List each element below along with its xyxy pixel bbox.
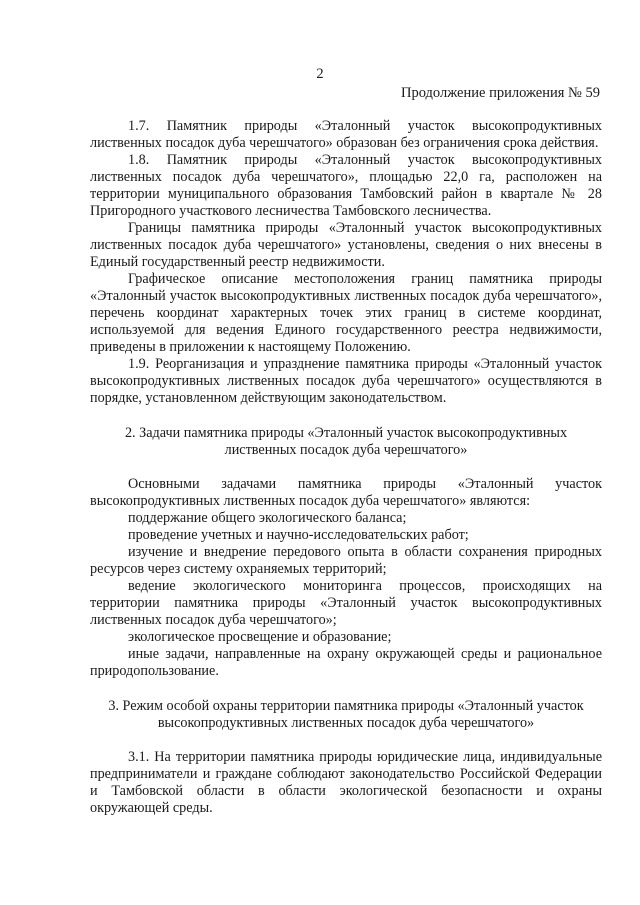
document-body — [90, 118, 602, 817]
task-item: проведение учетных и научно-исследовательских работ; — [128, 527, 469, 543]
paragraph-1-9: 1.9. Реорганизация и упразднение памятника природы «Эталонный участок высокопродуктивных лиственных посадок дуба черешчатого» осуществляются в порядке, установленном действующим законодательством. — [90, 356, 602, 406]
task-item: иные задачи, направленные на охрану окружающей среды и рациональное природопользование. — [90, 646, 602, 679]
section-3-heading: 3. Режим особой охраны территории памятника природы «Эталонный участок высокопродуктивных лиственных посадок дуба черешчатого» — [108, 698, 584, 731]
task-item: ведение экологического мониторинга процессов, происходящих на территории памятника природы «Эталонный участок высокопродуктивных лиственных посадок дуба черешчатого»; — [90, 578, 602, 628]
page-number: 2 — [316, 66, 324, 82]
paragraph-1-8: 1.8. Памятник природы «Эталонный участок высокопродуктивных лиственных посадок дуба черешчатого», площадью 22,0 га, расположен на территории муниципального образования Тамбовский район в квартале № 28 Пригородного участкового лесничества Тамбовского лесничества. — [90, 152, 602, 219]
task-item: поддержание общего экологического баланса; — [128, 510, 407, 526]
section-2-intro: Основными задачами памятника природы «Эталонный участок высокопродуктивных лиственных посадок дуба черешчатого» являются: — [90, 476, 602, 509]
paragraph-graphic-description: Графическое описание местоположения границ памятника природы «Эталонный участок высокопродуктивных лиственных посадок дуба черешчатого», перечень координат характерных точек этих границ в системе координат, используемой для ведения Единого государственного реестра недвижимости, приведены в приложении к настоящему Положению. — [90, 271, 602, 355]
appendix-continuation-note: Продолжение приложения № 59 — [401, 85, 600, 101]
paragraph-1-7: 1.7. Памятник природы «Эталонный участок высокопродуктивных лиственных посадок дуба черешчатого» образован без ограничения срока действия. — [90, 118, 602, 151]
task-item: экологическое просвещение и образование; — [128, 629, 392, 645]
paragraph-borders: Границы памятника природы «Эталонный участок высокопродуктивных лиственных посадок дуба черешчатого» установлены, сведения о них внесены в Единый государственный реестр недвижимости. — [90, 220, 602, 270]
section-2-heading: 2. Задачи памятника природы «Эталонный участок высокопродуктивных лиственных посадок дуба черешчатого» — [124, 425, 568, 458]
paragraph-3-1: 3.1. На территории памятника природы юридические лица, индивидуальные предприниматели и граждане соблюдают законодательство Российской Федерации и Тамбовской области в области экологической безопасности и охраны окружающей среды. — [90, 749, 602, 816]
task-item: изучение и внедрение передового опыта в области сохранения природных ресурсов через систему охраняемых территорий; — [90, 544, 602, 577]
